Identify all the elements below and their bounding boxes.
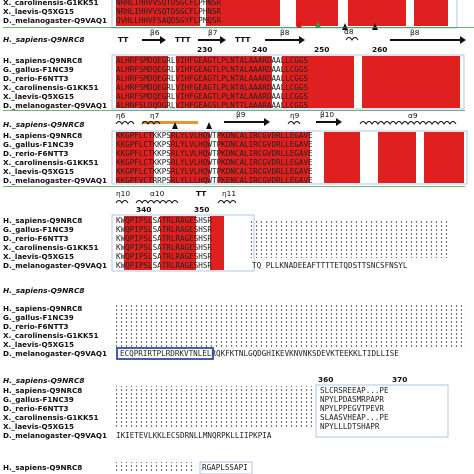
seq-dr: NPYLPPEGVTPEVR (320, 404, 385, 413)
svg-text:α9: α9 (408, 111, 418, 120)
seq-label-xc: X._carolinensis-G1KK51 (3, 413, 99, 422)
svg-text:β8: β8 (280, 28, 290, 37)
alignment-block-2 (3, 27, 466, 111)
seq-label-xl: X._laevis-Q5XG15 (3, 92, 75, 101)
secondary-structure-track (116, 189, 236, 203)
seq-label-xc: X._carolinensis-G1KK51 (3, 158, 99, 167)
seq-gg: NPYLPDASMRPAPR (320, 395, 385, 404)
seq-label-hs: H._sapiens-Q9NRC8 (3, 216, 83, 225)
seq-hs: SLCRSREEAP...PE (320, 386, 389, 395)
seq-label-dr: D._rerio-F6NTT3 (3, 404, 69, 413)
structure-ref-label: H._sapiens-Q9NRC8 (3, 120, 85, 129)
seq-label-hs: H._sapiens-Q9NRC8 (3, 463, 83, 472)
seq-dm: ALHNFSLDQDGRLVIHFGEAGSLPLNTTLAAARAAALLCGGS (116, 101, 309, 110)
seq-label-dm: D._melanogaster-Q9VAQ1 (3, 261, 107, 270)
seq-xc: NRHLIHHVVSQTDSGCFLPHNSR (116, 0, 222, 7)
seq-label-hs: H._sapiens-Q9NRC8 (3, 56, 83, 65)
svg-text:β7: β7 (208, 28, 218, 37)
alignment-block-4 (3, 189, 450, 271)
seq-label-hs: H._sapiens-Q9NRC8 (3, 386, 83, 395)
seq-dr: KWQPIPSLSATRLRAGESHSR (116, 234, 213, 243)
svg-text:β8: β8 (410, 28, 420, 37)
svg-text:η9: η9 (290, 111, 300, 120)
position-340: 340 (136, 205, 152, 214)
svg-text:β6: β6 (150, 28, 160, 37)
seq-label-hs: H._sapiens-Q9NRC8 (3, 304, 83, 313)
seq-label-dm: D._melanogaster-Q9VAQ1 (3, 431, 107, 440)
seq-label-xc: X._carolinensis-G1KK51 (3, 243, 99, 252)
structure-ref-label: H._sapiens-Q9NRC8 (3, 35, 85, 44)
alignment-block-1 (3, 0, 474, 30)
seq-xl: NPYLLLDTSHAPR (320, 422, 380, 431)
seq-hs: KKGPFLCTKKPSRLYLVLHQWTPKDNCALIRCGVDRLLEGAVE (116, 131, 313, 140)
seq-hs: ALHRFSMDQEGRLVIHFGEAGTLPLNTALAAARDAALLCGGS (116, 56, 309, 65)
seq-label-dm: D._melanogaster-Q9VAQ1 (3, 16, 107, 25)
seq-label-dr: D._rerio-F6NTT3 (3, 322, 69, 331)
svg-text:TT: TT (196, 189, 207, 198)
svg-text:η6: η6 (116, 111, 126, 120)
seq-dr: ALHRFSMDQEGRLVIHFGEAGTLPLNTALAAARDAALLCGGS (116, 74, 309, 83)
seq-label-xc: X._carolinensis-G1KK51 (3, 0, 99, 7)
position-360: 360 (318, 375, 334, 384)
seq-label-gg: G._gallus-F1NC39 (3, 140, 74, 149)
seq-label-xl: X._laevis-Q5XG15 (3, 252, 75, 261)
seq-label-gg: G._gallus-F1NC39 (3, 65, 74, 74)
seq-xl: KWQPIPSLSATRLRAGESHSR (116, 252, 213, 261)
seq-xl: ALHRFSMDQEGRLVIHFGEAGTLPLNTALAAARDAALLCGGS (116, 92, 309, 101)
seq-label-gg: G._gallus-F1NC39 (3, 395, 74, 404)
seq-xc: ALHRFSMDQEGRLVIHFGEAGTLPLNTALAAARDAALLCGGS (116, 83, 309, 92)
position-230: 230 (197, 45, 213, 54)
alignment-block-3 (3, 110, 467, 187)
seq-xc: SLAASVHEAP...PE (320, 413, 389, 422)
seq-label-dm: D._melanogaster-Q9VAQ1 (3, 349, 107, 358)
seq-label-xc: X._carolinensis-G1KK51 (3, 83, 99, 92)
seq-label-xc: X._carolinensis-G1KK51 (3, 331, 99, 340)
seq-label-hs: H._sapiens-Q9NRC8 (3, 131, 83, 140)
gap-region (116, 305, 466, 348)
secondary-structure-track (116, 110, 456, 129)
seq-xl: KKGPFLCTKKPSRLYLVLHQWTPKDNCALIRCGVDRLLEGAVE (116, 167, 313, 176)
structure-ref-label: H._sapiens-Q9NRC8 (3, 286, 85, 295)
position-260: 260 (372, 45, 388, 54)
seq-dm: IKIETEVLKKLECSDRNLLMNQRPKLLIIPKPIA (116, 431, 272, 440)
structure-ref-label: H._sapiens-Q9NRC8 (3, 376, 85, 385)
seq-dr: KKGPFLCTKKPSRLYLVLHQWTPKDNCALIRCGVDRLLEGAVE (116, 149, 313, 158)
alignment-block-7 (3, 462, 252, 474)
svg-text:α8: α8 (344, 27, 354, 36)
seq-label-xl: X._laevis-Q5XG15 (3, 340, 75, 349)
seq-label-dm: D._melanogaster-Q9VAQ1 (3, 101, 107, 110)
alignment-block-5 (3, 286, 466, 359)
seq-label-dr: D._rerio-F6NTT3 (3, 149, 69, 158)
seq-dm: KWQPIPSLSATRLRAGESHSR (116, 261, 213, 270)
svg-text:η11: η11 (222, 189, 237, 198)
seq-label-gg: G._gallus-F1NC39 (3, 313, 74, 322)
secondary-structure-track (118, 27, 466, 44)
seq-label-xl: X._laevis-Q5XG15 (3, 167, 75, 176)
svg-text:α10: α10 (150, 189, 165, 198)
seq-dm: KKGPFVCTRRPSRLYLLLHQWTPKENCALIRCGVDRLLEGAVE (116, 176, 313, 185)
svg-text:β9: β9 (236, 110, 246, 119)
seq-label-dr: D._rerio-F6NTT3 (3, 74, 69, 83)
seq-label-dr: D._rerio-F6NTT3 (3, 234, 69, 243)
seq-label-xl: X._laevis-Q5XG15 (3, 7, 75, 16)
seq-hs: RGAPLSSAPI (202, 463, 248, 472)
gap-region (116, 386, 316, 428)
seq-dm-extension: TQ PLLKNADEEAFTTTTETQDSTTSNCSFNSYL (252, 261, 408, 270)
seq-label-xl: X._laevis-Q5XG15 (3, 422, 75, 431)
seq-xc: KWQPIPSLSATRLRAGESHSR (116, 243, 213, 252)
seq-hs: KWQPIPSLSATRLRAGESHSR (116, 216, 213, 225)
svg-text:TTT: TTT (235, 35, 251, 44)
svg-text:TTT: TTT (175, 35, 191, 44)
seq-dm: ECQPRIRTPLRDRKVTNLELRQKFKTNLGQDGHIKEVKNVNKSDEVKTEEKKLTIDLLISE (120, 349, 399, 358)
seq-gg: KWQPIPSLSATRLRAGESHSR (116, 225, 213, 234)
svg-text:TT: TT (118, 35, 129, 44)
position-370: 370 (392, 375, 408, 384)
seq-gg: ALHRFSMDQEGRLVIHFGEAGTLPLNTALAAARDAALLCGGS (116, 65, 309, 74)
seq-xl: NRHLIHHVVSQTDSGCFLPHNSR (116, 7, 222, 16)
svg-text:η10: η10 (116, 189, 131, 198)
position-350: 350 (194, 205, 210, 214)
position-240: 240 (252, 45, 268, 54)
seq-xc: KKGPFLCTKKPSRLYLVLHQWTPKDNCALIRCGVDRLLEGAVE (116, 158, 313, 167)
seq-dm: QVHLLHHVFSAQDSGYFLPMQSR (116, 16, 222, 25)
seq-label-gg: G._gallus-F1NC39 (3, 225, 74, 234)
seq-gg: KKGPFLCTKKPSRLYLVLHQWTPKDNCALIRCGVDRLLEGAVE (116, 140, 313, 149)
svg-text:η7: η7 (150, 111, 160, 120)
seq-label-dm: D._melanogaster-Q9VAQ1 (3, 176, 107, 185)
alignment-block-6 (3, 375, 448, 440)
svg-text:β10: β10 (320, 110, 335, 119)
position-250: 250 (314, 45, 330, 54)
